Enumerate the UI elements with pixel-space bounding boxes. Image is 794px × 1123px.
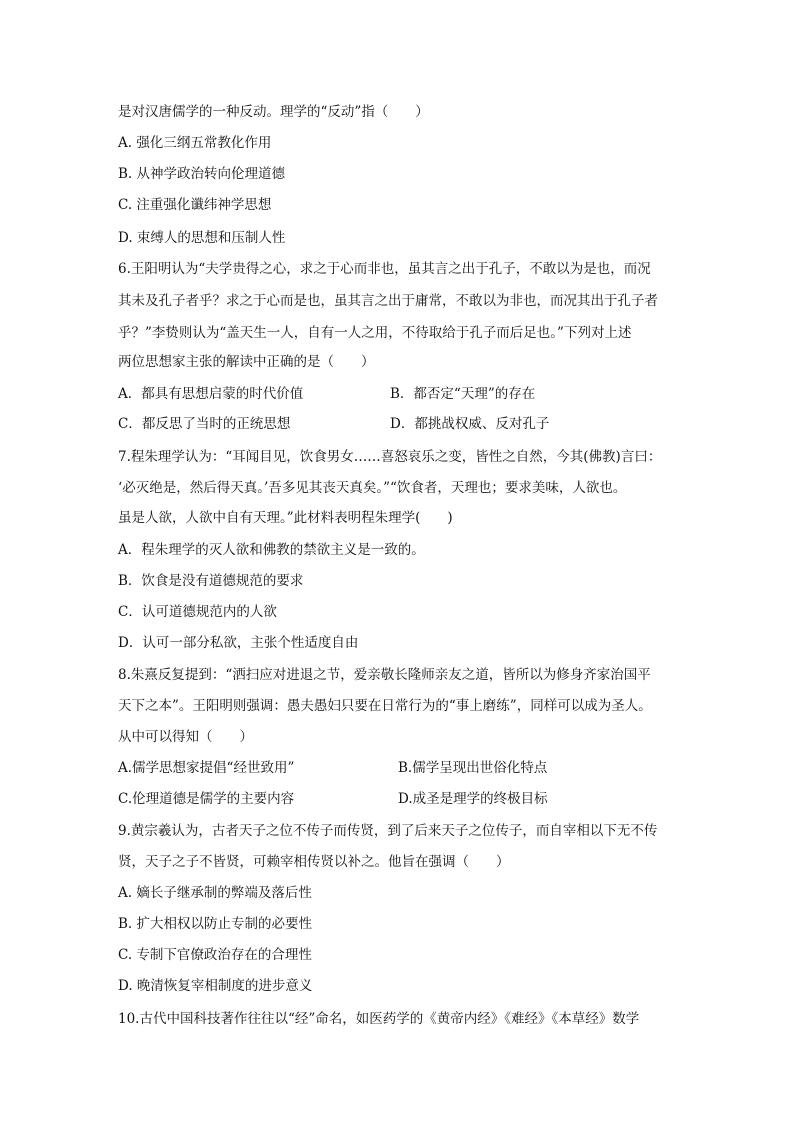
q7-option-c: C．认可道德规范内的人欲 [118,604,277,620]
q9-stem-line-2: 贤，天子之子不皆贤，可赖宰相传贤以补之。他旨在强调（ ） [118,854,510,870]
q8-option-c: C.伦理道德是儒学的主要内容 [118,791,295,807]
q7-option-b: B．饮食是没有道德规范的要求 [118,573,304,589]
q9-option-b: B. 扩大相权以防止专制的必要性 [118,916,313,932]
q8-option-a: A.儒学思想家提倡“经世致用” [118,760,295,776]
q9-option-d: D. 晚清恢复宰相制度的进步意义 [118,978,313,994]
q5-option-b: B. 从神学政治转向伦理道德 [118,166,286,182]
q6-option-b: B．都否定“天理”的存在 [390,386,536,402]
q6-stem-line-2: 其未及孔子者乎？求之于心而是也，虽其言之出于庸常，不敢以为非也，而况其出于孔子者 [118,293,658,309]
q5-option-c: C. 注重强化谶纬神学思想 [118,197,272,213]
q10-stem-line-1: 10.古代中国科技著作往往以“经”命名，如医药学的《黄帝内经》《难经》《本草经》数学 [118,1011,640,1027]
q6-option-a: A．都具有思想启蒙的时代价值 [118,386,304,402]
q7-option-a: A．程朱理学的灭人欲和佛教的禁欲主义是一致的。 [118,542,425,558]
q6-option-d: D．都挑战权威、反对孔子 [390,416,550,432]
q7-stem-line-2: ‘必灭绝是，然后得天真。’吾多见其丧天真矣。”“饮食者，天理也；要求美味，人欲也。 [118,480,627,496]
q5-option-d: D. 束缚人的思想和压制人性 [118,230,286,246]
q9-stem-line-1: 9.黄宗羲认为，古者天子之位不传子而传贤，到了后来天子之位传子，而自宰相以下无不传 [118,823,658,839]
q8-stem-line-2: 天下之本”。王阳明则强调：愚夫愚妇只要在日常行为的“事上磨练”，同样可以成为圣人。 [118,698,652,714]
q5-option-a: A. 强化三纲五常教化作用 [118,135,272,151]
q6-option-c: C．都反思了当时的正统思想 [118,416,291,432]
q6-stem-line-3: 乎？”李贽则认为“盖天生一人，自有一人之用，不待取给于孔子而后足也。”下列对上述 [118,325,632,341]
q9-option-a: A. 嫡长子继承制的弊端及落后性 [118,885,312,901]
q9-option-c: C. 专制下官僚政治存在的合理性 [118,947,312,963]
q7-stem-line-1: 7.程朱理学认为：“耳闻目见，饮食男女……喜怒哀乐之变，皆性之自然，今其(佛教)言曰： [118,449,662,465]
q8-stem-line-3: 从中可以得知（ ） [118,729,253,745]
q6-stem-line-4: 两位思想家主张的解读中正确的是（ ） [118,354,375,370]
q8-option-b: B.儒学呈现出世俗化特点 [398,760,548,776]
q7-option-d: D．认可一部分私欲，主张个性适度自由 [118,635,359,651]
q5-stem-line: 是对汉唐儒学的一种反动。理学的“反动”指（ ） [118,104,429,120]
q7-stem-line-3: 虽是人欲，人欲中自有天理。”此材料表明程朱理学( ) [118,510,453,526]
q8-option-d: D.成圣是理学的终极目标 [398,791,548,807]
q6-stem-line-1: 6.王阳明认为“夫学贵得之心，求之于心而非也，虽其言之出于孔子，不敢以为是也，而况 [118,261,651,277]
q8-stem-line-1: 8.朱熹反复提到：“洒扫应对进退之节，爱亲敬长隆师亲友之道，皆所以为修身齐家治国平 [118,667,651,683]
